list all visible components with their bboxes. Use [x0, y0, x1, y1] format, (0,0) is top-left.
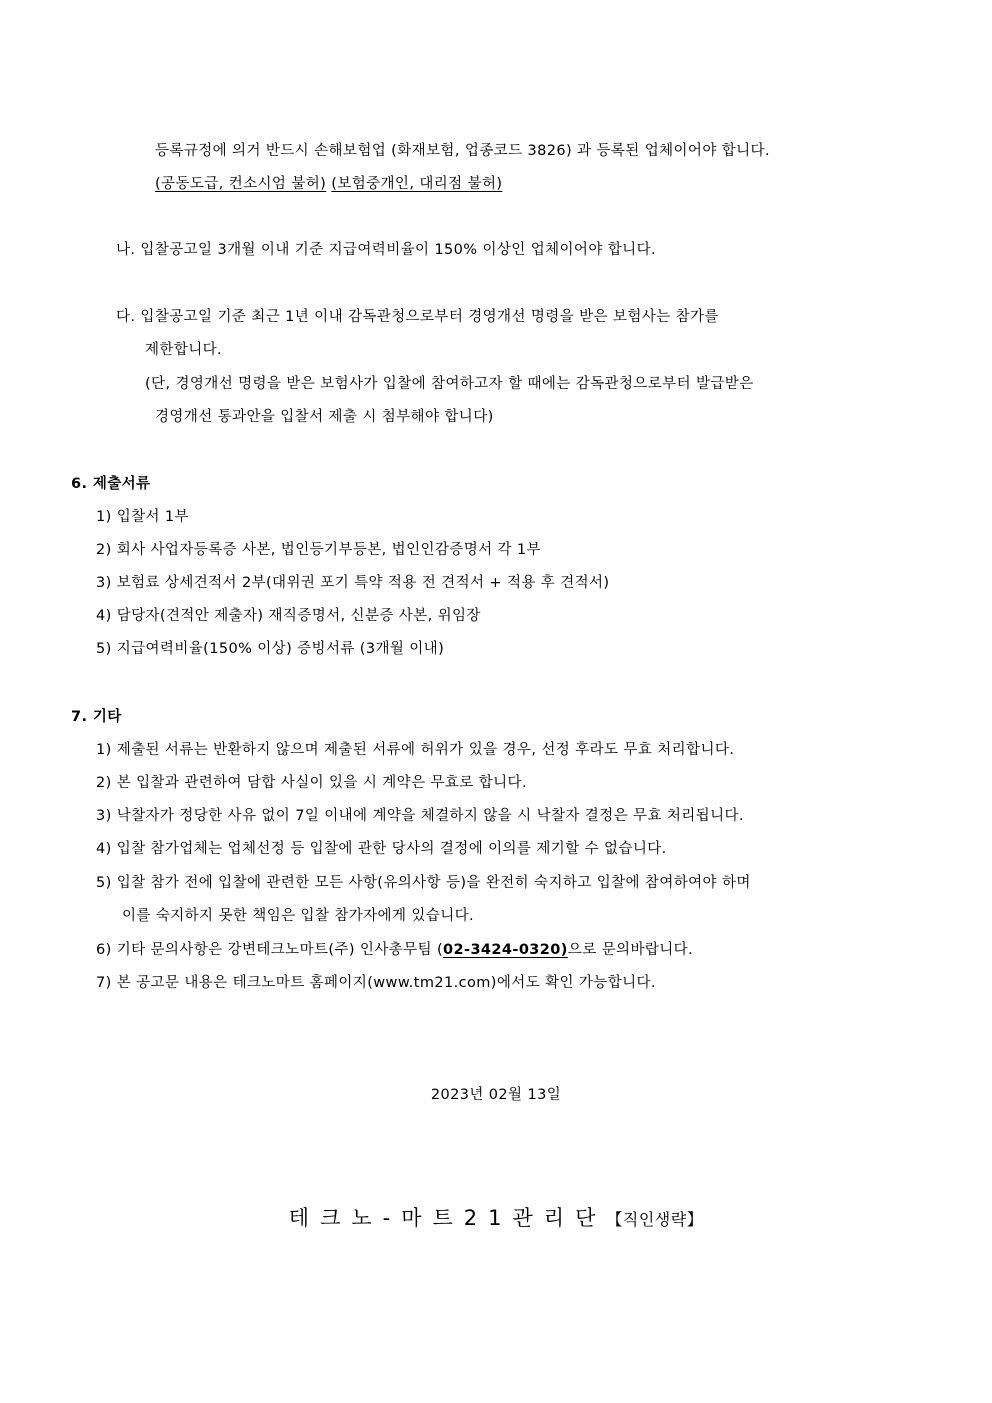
registration-restrictions [155, 174, 502, 194]
section6-heading: 6. 제출서류 [71, 476, 151, 492]
section7-item3: 3) 낙찰자가 정당한 사유 없이 7일 이내에 계약을 체결하지 않을 시 낙찰자 결정은 무효 처리됩니다. [96, 808, 744, 824]
requirement-da-line2: 제한합니다. [145, 342, 223, 358]
restriction-joint-bid: (공동도급, 컨소시엄 불허) [155, 176, 327, 192]
requirement-da-note2: 경영개선 통과안을 입찰서 제출 시 첨부해야 합니다) [155, 409, 494, 425]
section7-item6 [96, 940, 693, 960]
section7-item4: 4) 입찰 참가업체는 업체선정 등 입찰에 관한 당사의 결정에 이의를 제기할 수 없습니다. [96, 841, 667, 857]
registration-requirement: 등록규정에 의거 반드시 손해보험업 (화재보험, 업종코드 3826) 과 등록된 업체이어야 합니다. [155, 143, 770, 159]
announcement-date: 2023년 02월 13일 [430, 1087, 562, 1103]
contact-phone: 02-3424-0320) [443, 942, 568, 958]
restriction-broker: (보험중개인, 대리점 불허) [331, 176, 503, 192]
seal-omitted-note: 【직인생략】 [606, 1210, 704, 1229]
section7-item7: 7) 본 공고문 내용은 테크노마트 홈페이지(www.tm21.com)에서도 확인 가능합니다. [96, 975, 656, 991]
requirement-da-note1: (단, 경영개선 명령을 받은 보험사가 입찰에 참여하고자 할 때에는 감독관청으로부터 발급받은 [145, 376, 754, 392]
section6-item: 4) 담당자(견적안 제출자) 재직증명서, 신분증 사본, 위임장 [96, 608, 481, 624]
section7-heading: 7. 기타 [71, 709, 122, 725]
section7-item5-line2: 이를 숙지하지 못한 책임은 입찰 참가자에게 있습니다. [122, 908, 475, 924]
section7-item2: 2) 본 입찰과 관련하여 담합 사실이 있을 시 계약은 무효로 합니다. [96, 775, 527, 791]
issuer-org: 테크노-마트21관리단 [288, 1206, 607, 1230]
requirement-na: 나. 입찰공고일 3개월 이내 기준 지급여력비율이 150% 이상인 업체이어야 합니다. [116, 242, 656, 258]
requirement-da-line1: 다. 입찰공고일 기준 최근 1년 이내 감독관청으로부터 경영개선 명령을 받은 보험사는 참가를 [116, 309, 719, 325]
section7-item1: 1) 제출된 서류는 반환하지 않으며 제출된 서류에 허위가 있을 경우, 선정 후라도 무효 처리합니다. [96, 742, 735, 758]
item6-suffix: 으로 문의바랍니다. [567, 942, 694, 958]
issuer-signature [0, 1205, 992, 1233]
section6-item: 1) 입찰서 1부 [96, 509, 189, 525]
item6-prefix: 6) 기타 문의사항은 강변테크노마트(주) 인사총무팀 ( [96, 942, 444, 958]
section6-item: 2) 회사 사업자등록증 사본, 법인등기부등본, 법인인감증명서 각 1부 [96, 542, 541, 558]
section7-item5-line1: 5) 입찰 참가 전에 입찰에 관련한 모든 사항(유의사항 등)을 완전히 숙지하고 입찰에 참여하여야 하며 [96, 875, 751, 891]
section6-item: 3) 보험료 상세견적서 2부(대위권 포기 특약 적용 전 견적서 + 적용 후 견적서) [96, 575, 610, 591]
section6-item: 5) 지급여력비율(150% 이상) 증빙서류 (3개월 이내) [96, 641, 445, 657]
